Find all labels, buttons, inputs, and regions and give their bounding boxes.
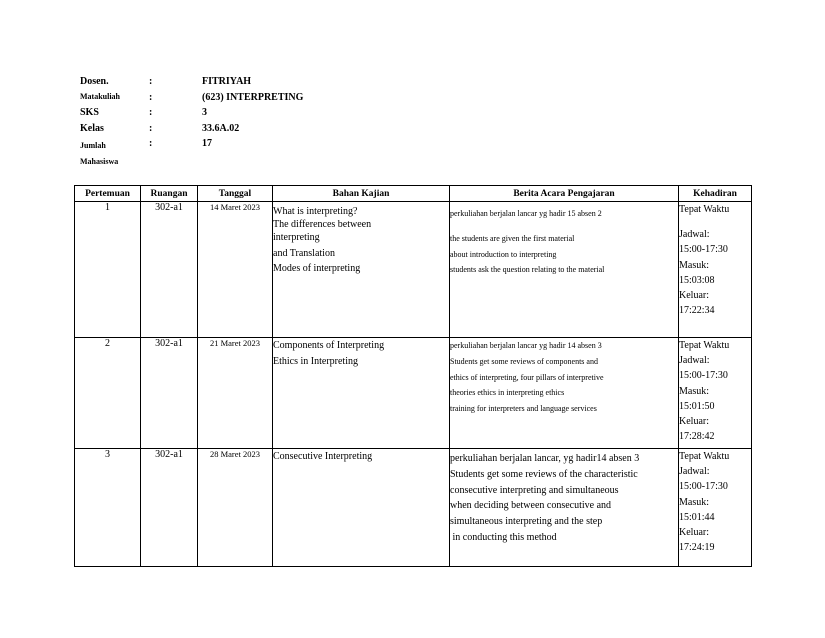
jumlah-label: [80, 138, 118, 169]
kelas-value: 33.6A.02: [202, 122, 240, 134]
berita-line: simultaneous interpreting and the step: [450, 516, 603, 528]
kehadiran-line: 15:01:44: [679, 511, 715, 523]
berita-line: training for interpreters and language services: [450, 404, 597, 414]
dosen-value: FITRIYAH: [202, 76, 252, 87]
table-header-row: [75, 186, 752, 202]
bahan-line: What is interpreting?: [273, 206, 358, 217]
kelas-label: Kelas: [80, 122, 104, 134]
bahan-line: Consecutive Interpreting: [273, 451, 373, 462]
kehadiran-line: 15:00-17:30: [679, 370, 728, 382]
bahan-cell: [273, 449, 450, 567]
tanggal-cell: 28 Maret 2023: [198, 449, 273, 567]
dosen-label: Dosen.: [80, 76, 109, 87]
table-row: [75, 338, 752, 449]
kehadiran-line: Masuk:: [679, 259, 709, 271]
kehadiran-line: Jadwal:: [679, 229, 710, 241]
ruangan-cell: 302-a1: [141, 449, 198, 567]
berita-line: when deciding between consecutive and: [450, 500, 612, 512]
header-berita-acara: Berita Acara Pengajaran: [450, 186, 679, 202]
kehadiran-status: Tepat Waktu: [679, 204, 730, 215]
berita-line: about introduction to interpreting: [450, 249, 557, 259]
sks-value: 3: [202, 107, 207, 118]
kehadiran-line: Keluar:: [679, 290, 709, 302]
kehadiran-line: 17:24:19: [679, 542, 715, 554]
berita-line: ethics of interpreting, four pillars of interpretive: [450, 372, 604, 382]
table-row: [75, 202, 752, 338]
bahan-line: and Translation: [273, 248, 335, 259]
colon: :: [149, 138, 153, 149]
kehadiran-line: 15:00-17:30: [679, 481, 728, 493]
jumlah-label-line-2: Mahasiswa: [80, 156, 119, 166]
kehadiran-cell: [679, 449, 752, 567]
header-tanggal: Tanggal: [198, 186, 273, 202]
berita-line: in conducting this method: [450, 531, 557, 543]
kehadiran-line: Keluar:: [679, 416, 709, 428]
berita-cell: [450, 202, 679, 338]
sks-label: SKS: [80, 107, 99, 118]
jumlah-value: 17: [202, 138, 212, 149]
table-row: [75, 449, 752, 567]
berita-line: perkuliahan berjalan lancar yg hadir 15 absen 2: [450, 209, 602, 218]
berita-line: Students get some reviews of the characteristic: [450, 468, 638, 480]
bahan-line: Components of Interpreting: [273, 340, 385, 351]
bahan-line: Ethics in Interpreting: [273, 355, 358, 367]
colon: :: [149, 122, 153, 134]
attendance-table: [74, 185, 752, 567]
kehadiran-line: Jadwal:: [679, 355, 710, 367]
header-pertemuan: Pertemuan: [75, 186, 141, 202]
berita-cell: [450, 338, 679, 449]
berita-line: consecutive interpreting and simultaneous: [450, 484, 619, 496]
colon: :: [149, 91, 153, 103]
colon: :: [149, 76, 153, 87]
kehadiran-cell: [679, 338, 752, 449]
berita-line: theories ethics in interpreting ethics: [450, 388, 565, 398]
bahan-cell: [273, 338, 450, 449]
kehadiran-line: 15:01:50: [679, 400, 715, 412]
header-kehadiran: Kehadiran: [679, 186, 752, 202]
kehadiran-line: 15:03:08: [679, 274, 715, 286]
bahan-cell: [273, 202, 450, 338]
ruangan-cell: 302-a1: [141, 338, 198, 449]
jumlah-label-line-1: Jumlah: [80, 141, 106, 150]
pertemuan-cell: 1: [75, 202, 141, 338]
matakuliah-label: Matakuliah: [80, 91, 121, 101]
berita-line: perkuliahan berjalan lancar, yg hadir14 absen 3: [450, 453, 640, 464]
kehadiran-line: 17:22:34: [679, 305, 715, 317]
tanggal-cell: 14 Maret 2023: [198, 202, 273, 338]
colon: :: [149, 107, 153, 118]
bahan-line: interpreting: [273, 232, 320, 243]
kehadiran-status: Tepat Waktu: [679, 451, 730, 462]
berita-cell: [450, 449, 679, 567]
kehadiran-cell: [679, 202, 752, 338]
bahan-line: Modes of interpreting: [273, 263, 361, 274]
kehadiran-line: 15:00-17:30: [679, 244, 728, 256]
kehadiran-status: Tepat Waktu: [679, 340, 730, 351]
header-ruangan: Ruangan: [141, 186, 198, 202]
berita-line: the students are given the first material: [450, 233, 575, 243]
kehadiran-line: Masuk:: [679, 385, 709, 397]
ruangan-cell: 302-a1: [141, 202, 198, 338]
tanggal-cell: 21 Maret 2023: [198, 338, 273, 449]
kehadiran-line: 17:28:42: [679, 431, 715, 443]
header-bahan-kajian: Bahan Kajian: [273, 186, 450, 202]
berita-line: perkuliahan berjalan lancar yg hadir 14 absen 3: [450, 341, 602, 350]
berita-line: students ask the question relating to the material: [450, 265, 605, 275]
kehadiran-line: Masuk:: [679, 496, 709, 508]
pertemuan-cell: 2: [75, 338, 141, 449]
bahan-line: The differences between: [273, 219, 372, 230]
berita-line: Students get some reviews of components and: [450, 356, 598, 366]
pertemuan-cell: 3: [75, 449, 141, 567]
kehadiran-line: Jadwal:: [679, 466, 710, 478]
kehadiran-line: Keluar:: [679, 527, 709, 539]
matakuliah-value: (623) INTERPRETING: [202, 91, 304, 103]
